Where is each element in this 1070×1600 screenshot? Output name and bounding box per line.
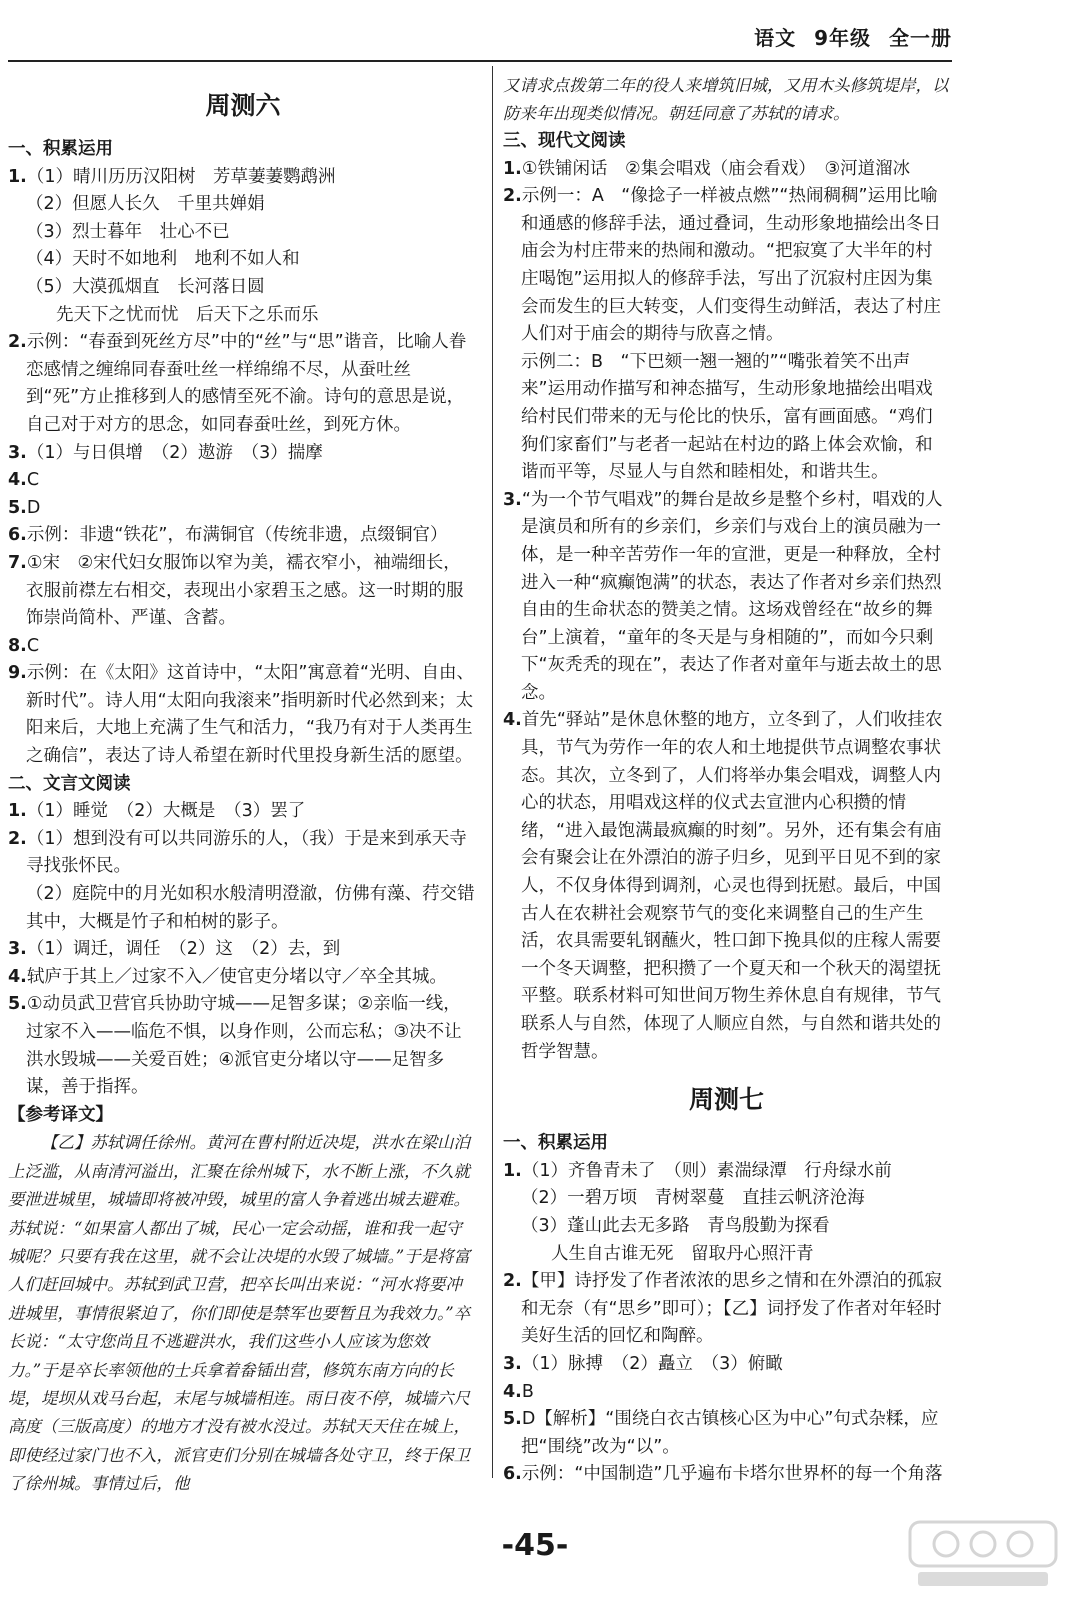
answer-item: 5.①动员武卫营官兵协助守城——足智多谋；②亲临一线，过家不入——临危不惧，以身作则，公而忘私；③决不让洪水毁城——关爱百姓；④派官吏分堵以守——足智多谋，善于指挥。 [8, 994, 462, 1098]
answer-item: 3.（1）调迁，调任 （2）这 （2）去，到 [8, 939, 341, 960]
heading-classical: 二、文言文阅读 [8, 773, 131, 794]
reference-translation: 【乙】苏轼调任徐州。黄河在曹村附近决堤，洪水在梁山泊上泛滥，从南清河溢出，汇聚在徐州城下，水不断上涨，不久就要泄进城里，城墙即将被冲毁，城里的富人争着逃出城去避难。苏轼说：“如果富人都出了城，民心一定会动摇，谁和我一起守城呢？只要有我在这里，就不会让决堤的水毁了城墙。”于是将富人们赶回城中。苏轼到武卫营，把卒长叫出来说：“河水将要冲进城里，事情很紧迫了，你们即使是禁军也要暂且为我效力。”卒长说：“太守您尚且不逃避洪水，我们这些小人应该为您效力。”于是卒长率领他的士兵拿着畚锸出营，修筑东南方向的长堤，堤坝从戏马台起，末尾与城墙相连。雨日夜不停，城墙六尺高度（三版高度）的地方才没有被水没过。苏轼天天住在城上，即使经过家门也不入，派官吏们分别在城墙各处守卫，终于保卫了徐州城。事情过后，他 [8, 1133, 471, 1494]
answer-item: 1.（1）睡觉 （2）大概是 （3）罢了 [8, 801, 306, 822]
volume-label: 全一册 [889, 26, 952, 50]
subject-label: 语文 [754, 26, 797, 50]
answer-line: （4）天时不如地利 地利不如人和 [26, 249, 300, 270]
answer-item: 4.B [503, 1381, 534, 1402]
answer-item: 1.①铁铺闲话 ②集会唱戏（庙会看戏） ③河道溜冰 [503, 158, 911, 179]
left-column [8, 72, 478, 1499]
header-rule [8, 60, 952, 62]
answer-item: 2.示例一：A “像捻子一样被点燃”“热闹稠稠”运用比喻和通感的修辞手法，通过叠词，生动形象地描绘出冬日庙会为村庄带来的热闹和激动。“把寂寞了大半年的村庄喝饱”运用拟人的修辞手法，写出了沉寂村庄因为集会而发生的巨大转变，人们变得生动鲜活，表达了村庄人们对于庙会的期待与欣喜之情。 [503, 186, 941, 345]
answer-item: 1.（1）齐鲁青未了 （则）素湍绿潭 行舟绿水前 [503, 1160, 892, 1181]
grade-label: 9年级 [814, 26, 871, 50]
answer-line: （3）烈士暮年 壮心不已 [26, 221, 230, 242]
answer-item: 5.D [8, 497, 41, 518]
answer-item: 2.【甲】诗抒发了作者浓浓的思乡之情和在外漂泊的孤寂和无奈（有“思乡”即可）；【乙】词抒发了作者对年轻时美好生活的回忆和陶醉。 [503, 1271, 942, 1347]
answer-item: 1.（1）晴川历历汉阳树 芳草萋萋鹦鹉洲 [8, 166, 336, 187]
heading-accumulation: 一、积累运用 [8, 139, 113, 159]
answer-item: 4.C [8, 470, 40, 491]
reference-translation-heading: 【参考译文】 [8, 1104, 113, 1125]
answer-item: 3.（1）脉搏 （2）矗立 （3）俯瞰 [503, 1353, 783, 1374]
answer-line: （2）一碧万顷 青树翠蔓 直挂云帆济沧海 [521, 1188, 865, 1209]
answer-item: 3.“为一个节气唱戏”的舞台是故乡是整个乡村，唱戏的人是演员和所有的乡亲们，乡亲们与戏台上的演员融为一体，是一种辛苦劳作一年的宣泄，更是一种释放，全村进入一种“疯癫饱满”的状态，表达了作者对乡亲们热烈自由的生命状态的赞美之情。这场戏曾经在“故乡的舞台”上演着，“童年的冬天是与身相随的”，而如今只剩下“灰秃秃的现在”，表达了作者对童年与逝去故土的思念。 [503, 489, 943, 703]
page-number: -45- [501, 1528, 569, 1563]
answer-item: 5.D【解析】“围绕白衣古镇核心区为中心”句式杂糅，应把“围绕”改为“以”。 [503, 1409, 939, 1457]
answer-item: 4.首先“驿站”是休息休整的地方，立冬到了，人们收挂农具，节气为劳作一年的农人和土地提供节点调整农事状态。其次，立冬到了，人们将举办集会唱戏，调整人内心的状态，用唱戏这样的仪式去宣泄内心积攒的情绪，“进入最饱满最疯癫的时刻”。另外，还有集会有庙会有聚会让在外漂泊的游子归乡，见到平日见不到的家人，不仅身体得到调剂，心灵也得到抚慰。最后，中国古人在农耕社会观察节气的变化来调整自己的生产生活，农具需要轧钢蘸火，牲口卸下挽具似的庄稼人需要一个冬天调整，把积攒了一个夏天和一个秋天的渴望抚平整。联系材料可知世间万物生养休息自有规律，节气联系人与自然，体现了人顺应自然，与自然和谐共处的哲学智慧。 [503, 710, 943, 1062]
answer-item: 7.①宋 ②宋代妇女服饰以窄为美，襦衣窄小，袖端细长，衣服前襟左右相交，表现出小家碧玉之感。这一时期的服饰崇尚简朴、严谨、含蓄。 [8, 552, 464, 629]
answer-line: 示例二：B “下巴颏一翘一翘的”“嘴张着笑不出声来”运用动作描写和神态描写，生动形象地描绘出唱戏给村民们带来的无与伦比的快乐，富有画面感。“鸡们狗们家畜们”与老者一起站在村边的路上体会欢愉，和谐而平等，尽显人与自然和睦相处，和谐共生。 [521, 351, 933, 483]
answer-item: 8.C [8, 635, 40, 656]
right-column [503, 72, 950, 1489]
answer-line: 人生自古谁无死 留取丹心照汗青 [551, 1243, 814, 1264]
heading-accumulation-2: 一、积累运用 [503, 1133, 608, 1154]
answer-item: 2.（1）想到没有可以共同游乐的人，（我）于是来到承天寺寻找张怀民。 [8, 828, 467, 877]
answer-item: 2.示例：“春蚕到死丝方尽”中的“丝”与“思”谐音，比喻人眷恋感情之缠绵同春蚕吐丝一样绵绵不尽，从蚕吐丝到“死”方止推移到人的感情至死不渝。诗句的意思是说，自己对于对方的思念，如同春蚕吐丝，到死方休。 [8, 332, 467, 435]
answer-item: 9.示例：在《太阳》这首诗中，“太阳”寓意着“光明、自由、新时代”。诗人用“太阳向我滚来”指明新时代必然到来；太阳来后，大地上充满了生气和活力，“我乃有对于人类再生之确信”，表达了诗人希望在新时代里投身新生活的愿望。 [8, 663, 475, 767]
page-header [736, 22, 952, 51]
reference-translation-continued: 又请求点拨第二年的役人来增筑旧城，又用木头修筑堤岸，以防来年出现类似情况。朝廷同意了苏轼的请求。 [503, 76, 949, 123]
heading-modern-reading: 三、现代文阅读 [503, 131, 626, 151]
section-title-week7: 周测七 [688, 1085, 764, 1115]
section-title-week6: 周测六 [205, 91, 281, 120]
answer-item: 4.轼庐于其上／过家不入／使官吏分堵以守／卒全其城。 [8, 966, 447, 987]
answer-line: 先天下之忧而忧 后天下之乐而乐 [56, 304, 319, 325]
answer-item: 6.示例：非遗“铁花”，布满铜官（传统非遗，点缀铜官） [8, 525, 448, 546]
answer-line: （2）庭院中的月光如积水般清明澄澈，仿佛有藻、荇交错其中，大概是竹子和柏树的影子。 [26, 884, 475, 932]
answer-line: （3）蓬山此去无多路 青鸟殷勤为探看 [521, 1215, 830, 1236]
answer-line: （2）但愿人长久 千里共婵娟 [26, 194, 265, 215]
answer-line: （5）大漠孤烟直 长河落日圆 [26, 276, 265, 297]
column-divider [492, 66, 493, 1478]
watermark-logo-icon [908, 1518, 1058, 1592]
answer-item: 3.（1）与日俱增 （2）遨游 （3）揣摩 [8, 442, 323, 463]
answer-item: 6.示例：“中国制造”几乎遍布卡塔尔世界杯的每一个角落 [503, 1464, 943, 1485]
